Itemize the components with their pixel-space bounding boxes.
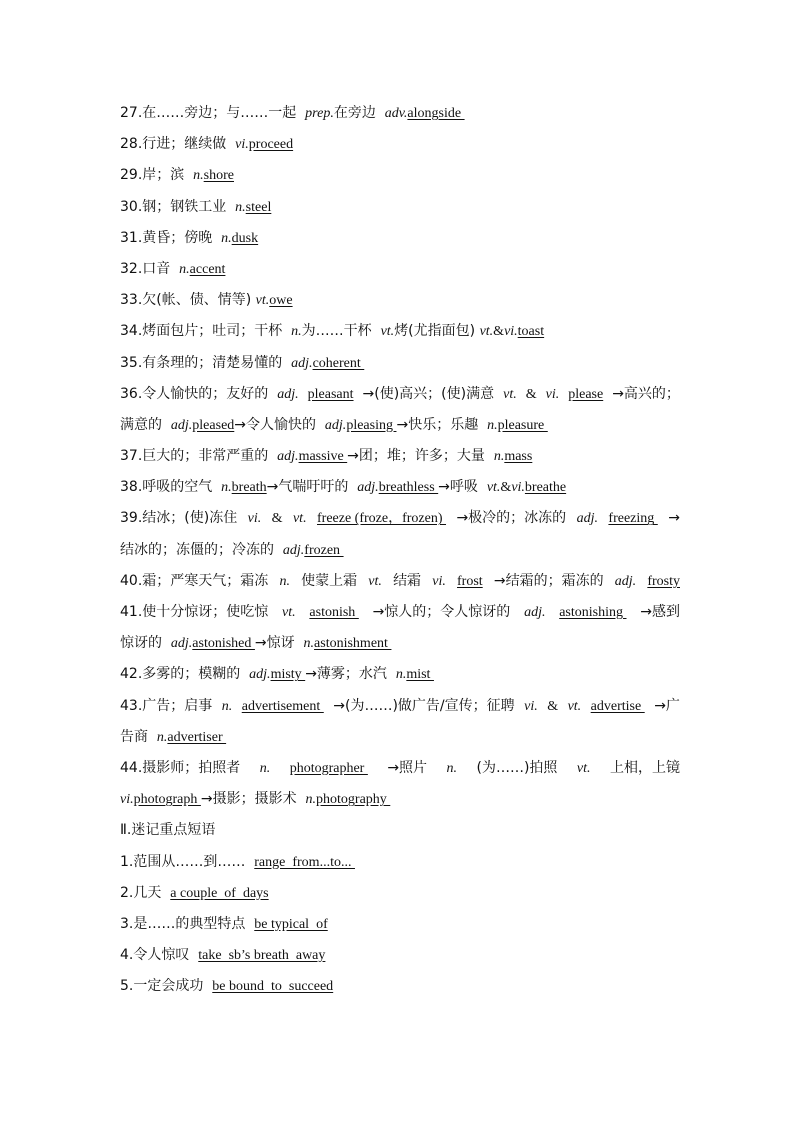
answer-text: alongside [407, 106, 465, 121]
part-of-speech: vt. [292, 511, 307, 527]
answer-text: frost [457, 573, 483, 589]
item-text: →感到 [640, 604, 680, 620]
item-text: →团；堆；许多；大量 [347, 448, 494, 465]
answer-text: please [568, 386, 604, 402]
list-item [120, 98, 680, 129]
part-of-speech: vt. [380, 324, 395, 340]
list-item [120, 753, 680, 784]
item-text: 在旁边 [333, 105, 385, 121]
answer-text: range from...to... [254, 854, 355, 870]
item-text: →惊讶 [254, 635, 304, 652]
answer-text: steel [245, 199, 272, 215]
answer-text: photograph [133, 792, 201, 808]
list-item [120, 441, 680, 472]
answer-text: proceed [248, 137, 294, 153]
part-of-speech: adj. [249, 667, 271, 683]
answer-text: a couple of days [170, 885, 269, 901]
part-of-speech: n. [303, 636, 315, 652]
part-of-speech: vt. [486, 480, 501, 496]
item-text: →快乐；乐趣 [396, 416, 488, 433]
list-item [120, 847, 680, 878]
part-of-speech: n. [291, 324, 302, 340]
item-text: →(为……)做广告/宣传；征聘 [333, 697, 515, 714]
item-text: → [668, 510, 680, 527]
list-item [120, 878, 680, 909]
list-item [120, 628, 680, 659]
item-text: 31.黄昏；傍晚 [120, 229, 222, 246]
part-of-speech: vi. [120, 792, 134, 808]
item-text: 29.岸；滨 [120, 167, 194, 184]
item-text: →令人愉快的 [234, 416, 325, 433]
part-of-speech: vi. [511, 480, 525, 496]
item-text: 34.烤面包片；吐司；干杯 [120, 323, 292, 340]
part-of-speech: n. [493, 449, 505, 465]
part-of-speech: n. [259, 760, 271, 776]
item-text: 结冰的；冻僵的；冷冻的 [120, 541, 283, 558]
part-of-speech: n. [193, 168, 204, 184]
answer-text: dusk [231, 230, 259, 246]
part-of-speech: adj. [524, 605, 546, 620]
item-text: →气喘吁吁的 [266, 479, 358, 496]
item-text: 41.使十分惊讶；使吃惊 [120, 604, 269, 620]
part-of-speech: adj. [324, 417, 347, 433]
part-of-speech: adj. [170, 417, 193, 433]
item-text: 结霜 [393, 572, 422, 589]
list-item [120, 379, 680, 410]
part-of-speech: vt. [503, 386, 517, 402]
part-of-speech: adj. [291, 355, 313, 371]
part-of-speech: adj. [614, 573, 637, 589]
list-item [120, 254, 680, 285]
part-of-speech: vt. [567, 698, 582, 714]
item-text: →呼吸 [438, 479, 487, 496]
part-of-speech: n. [221, 230, 232, 246]
answer-text: advertiser [167, 729, 227, 745]
item-text: 30.钢；钢铁工业 [120, 198, 236, 215]
item-text: 3.是……的典型特点 [120, 915, 255, 932]
item-text: 4.令人惊叹 [120, 947, 199, 964]
item-text: 满意的 [120, 416, 171, 433]
item-text: 为……干杯 [301, 323, 381, 340]
item-text: 32.口音 [120, 260, 180, 277]
part-of-speech: adj. [170, 636, 193, 652]
part-of-speech: vi. [504, 324, 518, 340]
part-of-speech: n. [279, 573, 290, 589]
list-item [120, 285, 680, 316]
part-of-speech: vi. [524, 698, 538, 714]
answer-text: pleasing [346, 417, 397, 433]
answer-text: breathe [524, 480, 567, 496]
answer-text: advertisement [241, 698, 324, 714]
answer-text: shore [203, 168, 234, 184]
item-text: 39.结冰；(使)冻住 [120, 510, 238, 527]
item-text: (为……)拍照 [476, 759, 558, 776]
list-item [120, 566, 680, 597]
item-text: 42.多雾的；模糊的 [120, 666, 250, 683]
item-text: 36.令人愉快的；友好的 [120, 385, 269, 402]
answer-text: freezing [608, 511, 658, 527]
answer-text: frosty [647, 573, 680, 589]
answer-text: astonish [309, 605, 359, 620]
item-text: →薄雾；水汽 [305, 666, 396, 683]
list-item [120, 129, 680, 160]
item-text: 告商 [120, 728, 157, 745]
item-text: →(使)高兴；(使)满意 [362, 385, 495, 402]
part-of-speech: adj. [277, 449, 299, 465]
list-item [120, 940, 680, 971]
item-text: 5.一定会成功 [120, 978, 213, 995]
item-text: & [525, 386, 537, 402]
item-text: →摄影；摄影术 [200, 791, 306, 808]
answer-text: pleasure [497, 417, 548, 433]
answer-text: mist [406, 667, 434, 683]
item-text: 使蒙上霜 [301, 572, 358, 589]
list-item [120, 192, 680, 223]
item-text: 28.行进；继续做 [120, 136, 236, 153]
list-item [120, 659, 680, 690]
part-of-speech: n. [446, 760, 458, 776]
item-text: 烤(尤指面包) [394, 323, 480, 340]
list-item [120, 597, 680, 628]
item-text: 43.广告；启事 [120, 697, 213, 714]
answer-text: breathless [378, 480, 439, 496]
part-of-speech: adv. [384, 106, 408, 121]
item-text: 37.巨大的；非常严重的 [120, 448, 278, 465]
list-item [120, 722, 680, 753]
part-of-speech: n. [487, 417, 498, 433]
item-text: →照片 [387, 759, 428, 776]
part-of-speech: n. [221, 480, 232, 496]
answer-text: photography [316, 792, 391, 808]
part-of-speech: vt. [576, 760, 591, 776]
item-text: & [493, 324, 505, 340]
list-item [120, 160, 680, 191]
part-of-speech: n. [395, 667, 407, 683]
part-of-speech: vi. [235, 137, 249, 153]
item-text: 33.欠(帐、债、情等) [120, 292, 256, 309]
part-of-speech: n. [179, 261, 190, 277]
item-text: 40.霜；严寒天气；霜冻 [120, 572, 269, 589]
answer-text: massive [298, 449, 348, 465]
answer-text: pleased [192, 417, 235, 433]
item-text: →惊人的；令人惊讶的 [372, 604, 511, 620]
list-item [120, 503, 680, 534]
part-of-speech: vt. [255, 293, 270, 309]
answer-text: mass [504, 449, 533, 465]
list-item [120, 909, 680, 940]
answer-text: pleasant [307, 386, 354, 402]
list-item [120, 223, 680, 254]
item-text: →高兴的； [612, 385, 680, 402]
list-item [120, 691, 680, 722]
item-text: Ⅱ.迷记重点短语 [120, 822, 216, 839]
answer-text: owe [269, 293, 293, 309]
answer-text: accent [189, 261, 226, 277]
part-of-speech: vi. [545, 386, 560, 402]
answer-text: coherent [312, 355, 365, 371]
answer-text: breath [231, 480, 267, 496]
list-item [120, 410, 680, 441]
answer-text: be typical of [254, 916, 328, 932]
vocabulary-list [120, 98, 680, 1002]
part-of-speech: n. [235, 199, 246, 215]
part-of-speech: vt. [282, 605, 296, 620]
item-text: →广 [654, 697, 680, 714]
part-of-speech: adj. [277, 386, 299, 402]
list-item [120, 815, 680, 846]
item-text: 38.呼吸的空气 [120, 479, 222, 496]
part-of-speech: n. [156, 729, 168, 745]
part-of-speech: adj. [576, 511, 598, 527]
part-of-speech: prep. [305, 106, 334, 121]
answer-text: be bound to succeed [212, 979, 334, 995]
part-of-speech: vt. [368, 573, 382, 589]
answer-text: astonishing [559, 605, 627, 620]
item-text: & [547, 698, 559, 714]
item-text: & [500, 480, 512, 496]
item-text: →结霜的；霜冻的 [493, 572, 604, 589]
list-item [120, 535, 680, 566]
item-text: 2.几天 [120, 884, 171, 901]
answer-text: astonished [192, 636, 255, 652]
list-item [120, 316, 680, 347]
part-of-speech: adj. [282, 542, 305, 558]
item-text: 上相，上镜 [609, 759, 680, 776]
part-of-speech: n. [221, 698, 233, 714]
list-item [120, 348, 680, 379]
item-text: & [271, 511, 283, 527]
answer-text: take sb’s breath away [198, 948, 326, 964]
part-of-speech: vi. [432, 573, 446, 589]
item-text: 44.摄影师；拍照者 [120, 759, 241, 776]
item-text: 惊讶的 [120, 635, 171, 652]
item-text: 35.有条理的；清楚易懂的 [120, 354, 292, 371]
part-of-speech: n. [305, 792, 317, 808]
list-item [120, 472, 680, 503]
item-text: →极冷的；冰冻的 [456, 510, 567, 527]
list-item [120, 971, 680, 1002]
item-text: 1.范围从……到…… [120, 853, 255, 870]
list-item [120, 784, 680, 815]
answer-text: freeze (froze，frozen) [317, 511, 447, 527]
part-of-speech: vt. [479, 324, 494, 340]
part-of-speech: vi. [247, 511, 262, 527]
answer-text: frozen [304, 542, 344, 558]
answer-text: astonishment [314, 636, 392, 652]
item-text: 27.在……旁边；与……一起 [120, 105, 306, 121]
answer-text: toast [517, 324, 545, 340]
answer-text: misty [270, 667, 306, 683]
part-of-speech: adj. [357, 480, 379, 496]
answer-text: advertise [590, 698, 645, 714]
answer-text: photographer [289, 760, 368, 776]
